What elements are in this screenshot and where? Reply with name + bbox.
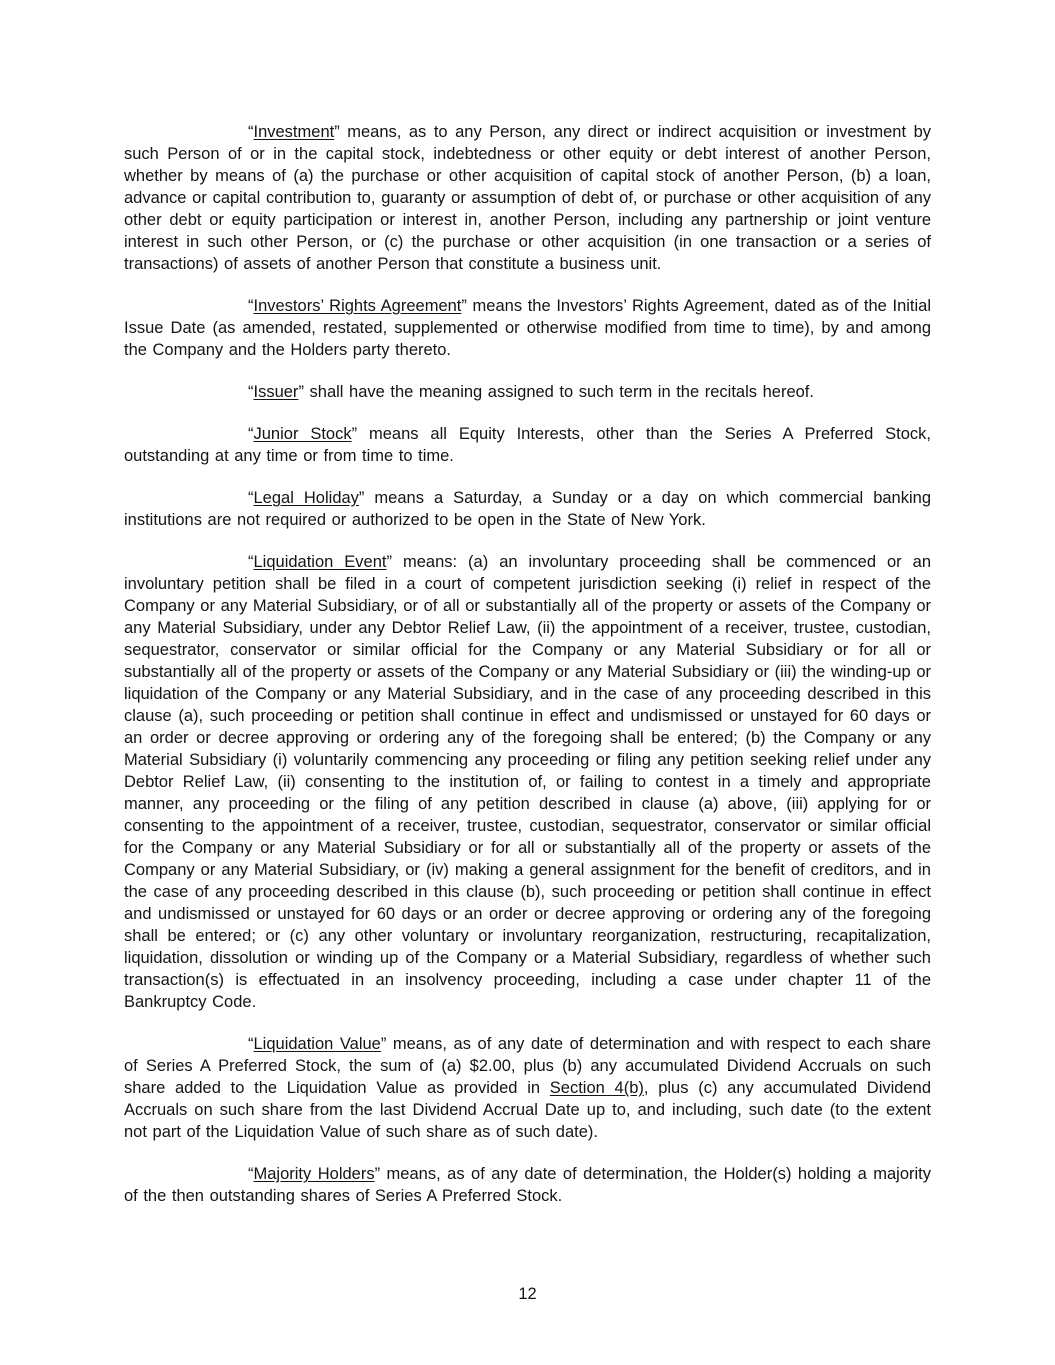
definition-text: ” means, as of any date of determination, the Holder(s) holding a majority of the then outstanding shares of Series A Preferred Stock.	[124, 1165, 937, 1205]
definition-paragraph-liquidation-value	[124, 1033, 937, 1143]
defined-term: Legal Holiday	[253, 489, 359, 507]
defined-term: Liquidation Event	[253, 553, 387, 571]
definition-paragraph-investment	[124, 121, 937, 275]
definition-text: “	[248, 297, 254, 315]
definition-text: ” means, as to any Person, any direct or indirect acquisition or investment by such Person of or in the capital stock, indebtedness or other equity or debt interest of another Person, whether by means of (a) the purchase or other acquisition of capital stock of another Person, (b) a loan, advance or capital contribution to, guaranty or assumption of debt of, or purchase or other acquisition of any other debt or equity participation or interest in, another Person, including any partnership or joint venture interest in such other Person, or (c) the purchase or other acquisition (in one transaction or a series of transactions) of assets of another Person that constitute a business unit.	[124, 123, 937, 273]
definition-text: ” means a Saturday, a Sunday or a day on which commercial banking institutions are not required or authorized to be open in the State of New York.	[124, 489, 937, 529]
definition-text: “	[248, 1035, 254, 1053]
definition-text: ” means: (a) an involuntary proceeding shall be commenced or an involuntary petition shall be filed in a court of competent jurisdiction seeking (i) relief in respect of the Company or any Material Subsidiary, or of all or substantially all of the property or assets of the Company or any Material Subsidiary, under any Debtor Relief Law, (ii) the appointment of a receiver, trustee, custodian, sequestrator, conservator or similar official for the Company or any Material Subsidiary or for all or substantially all of the property or assets of the Company or any Material Subsidiary or (iii) the winding-up or liquidation of the Company or any Material Subsidiary, and in the case of any proceeding described in this clause (a), such proceeding or petition shall continue in effect and undismissed or unstayed for 60 days or an order or decree approving or ordering any of the foregoing shall be entered; (b) the Company or any Material Subsidiary (i) voluntarily commencing any proceeding or filing any petition seeking relief under any Debtor Relief Law, (ii) consenting to the institution of, or failing to contest in a timely and appropriate manner, any proceeding or the filing of any petition described in clause (a) above, (iii) applying for or consenting to the appointment of a receiver, trustee, custodian, sequestrator, conservator or similar official for the Company or any Material Subsidiary or for all or substantially all of the property or assets of the Company or any Material Subsidiary, or (iv) making a general assignment for the benefit of creditors, and in the case of any proceeding described in this clause (b), such proceeding or petition shall continue in effect and undismissed or unstayed for 60 days or an order or decree approving or ordering any of the foregoing shall be entered; or (c) any other voluntary or involuntary reorganization, restructuring, recapitalization, liquidation, dissolution or winding up of the Company or a Material Subsidiary, regardless of whether such transaction(s) is effectuated in an insolvency proceeding, including a case under chapter 11 of the Bankruptcy Code.	[124, 553, 937, 1011]
definition-text: “	[248, 383, 254, 401]
defined-term: Investors’ Rights Agreement	[253, 297, 462, 315]
definition-paragraph-investors-rights-agreement	[124, 295, 937, 361]
defined-term: Liquidation Value	[253, 1035, 381, 1053]
definition-text: , plus (c) any accumulated Dividend Accruals on such share from the last Dividend Accrual Date up to, and including, such date (to the extent not part of the Liquidation Value of such share as of such date).	[124, 1079, 937, 1141]
definition-text: ” means all Equity Interests, other than the Series A Preferred Stock, outstanding at any time or from time to time.	[124, 425, 937, 465]
defined-term: Section 4(b)	[549, 1079, 644, 1097]
definition-paragraph-majority-holders	[124, 1163, 937, 1207]
definition-paragraph-issuer	[124, 381, 931, 403]
definition-paragraph-junior-stock	[124, 423, 937, 467]
document-body	[124, 121, 937, 1227]
definition-text: “	[248, 425, 254, 443]
definition-text: “	[248, 489, 254, 507]
definition-paragraph-legal-holiday	[124, 487, 937, 531]
definition-text: ” means the Investors’ Rights Agreement, dated as of the Initial Issue Date (as amended, restated, supplemented or otherwise modified from time to time), by and among the Company and the Holders party thereto.	[124, 297, 937, 359]
definition-text: “	[248, 553, 254, 571]
page-number: 12	[518, 1285, 537, 1303]
defined-term: Majority Holders	[253, 1165, 375, 1183]
defined-term: Investment	[253, 123, 335, 141]
definition-text: “	[248, 1165, 254, 1183]
definition-text: ” shall have the meaning assigned to such term in the recitals hereof.	[298, 383, 814, 401]
definition-text: ” means, as of any date of determination and with respect to each share of Series A Preferred Stock, the sum of (a) $2.00, plus (b) any accumulated Dividend Accruals on such share added to the Liquidation Value as provided in	[124, 1035, 937, 1097]
defined-term: Issuer	[253, 383, 299, 401]
definition-paragraph-liquidation-event	[124, 551, 937, 1013]
definition-text: “	[248, 123, 254, 141]
defined-term: Junior Stock	[253, 425, 352, 443]
